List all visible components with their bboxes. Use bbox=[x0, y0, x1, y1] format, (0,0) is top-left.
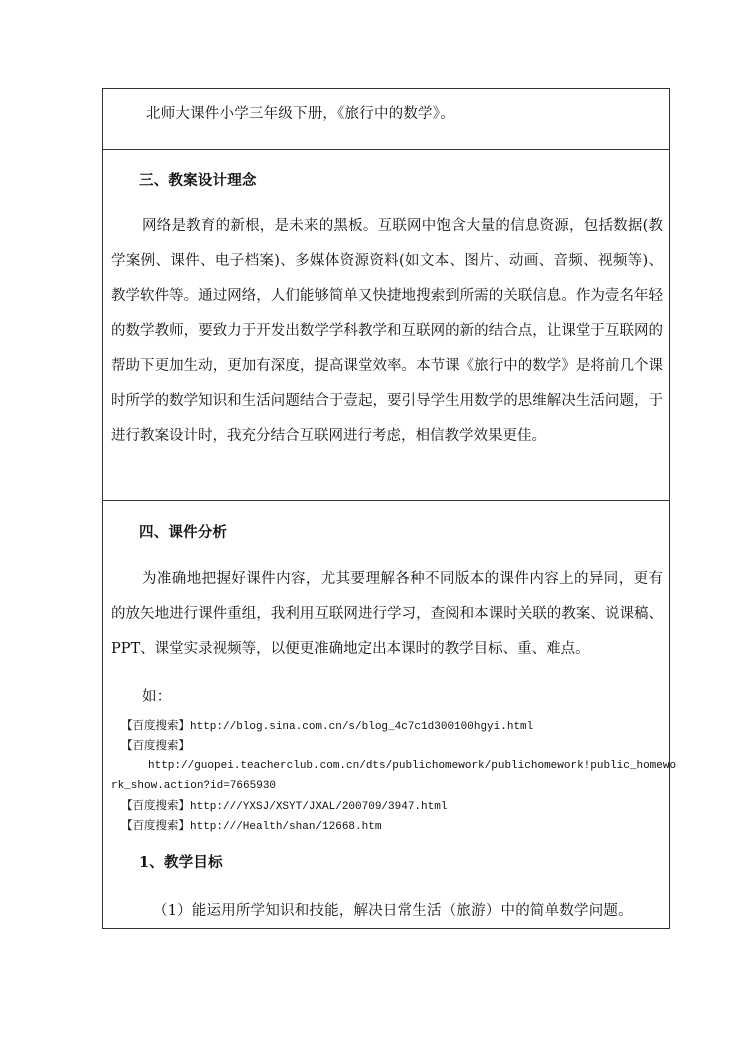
section-4-paragraph: 为准确地把握好课件内容，尤其要理解各种不同版本的课件内容上的异同，更有的放矢地进行课件重组，我利用互联网进行学习，查阅和本课时关联的教案、说课稿、PPT、课堂实录视频等，以便更准确地定出本课时的教学目标、重、难点。 bbox=[111, 571, 663, 657]
link-url[interactable]: http:///YXSJ/XSYT/JXAL/200709/3947.html bbox=[190, 801, 448, 813]
example-label: 如： bbox=[142, 689, 172, 705]
section-4-heading: 四、课件分析 bbox=[139, 524, 228, 541]
link-line bbox=[121, 797, 447, 813]
link-line bbox=[148, 757, 676, 772]
link-url[interactable]: http:///Health/shan/12668.htm bbox=[190, 821, 382, 833]
content-table bbox=[102, 88, 677, 929]
goal-item-1: （1）能运用所学知识和技能，解决日常生活（旅游）中的简单数学问题。 bbox=[153, 903, 633, 919]
link-line bbox=[121, 717, 533, 733]
link-prefix: 【百度搜索】 bbox=[121, 718, 190, 732]
course-info-text: 北师大课件小学三年级下册，《旅行中的数学》。 bbox=[146, 106, 455, 122]
link-prefix: 【百度搜索】 bbox=[121, 798, 190, 812]
link-url[interactable]: http://guopei.teacherclub.com.cn/dts/publichomework/publichomework!public_homewo bbox=[148, 760, 677, 772]
section-3-heading: 三、教案设计理念 bbox=[139, 172, 257, 189]
row-divider bbox=[103, 149, 669, 150]
link-url[interactable]: http://blog.sina.com.cn/s/blog_4c7c1d300100hgyi.html bbox=[190, 721, 534, 733]
goals-heading: 1、教学目标 bbox=[139, 854, 223, 871]
row-divider bbox=[103, 500, 669, 501]
link-line bbox=[121, 737, 190, 753]
link-prefix: 【百度搜索】 bbox=[121, 818, 190, 832]
section-3-paragraph: 网络是教育的新根，是未来的黑板。互联网中饱含大量的信息资源，包括数据(教学案例、课件、电子档案)、多媒体资源资料(如文本、图片、动画、音频、视频等)、教学软件等。通过网络，人们能够简单又快捷地搜索到所需的关联信息。作为壹名年轻的数学教师，要致力于开发出数学学科教学和互联网的新的结合点，让课堂于互联网的帮助下更加生动，更加有深度，提高课堂效率。本节课《旅行中的数学》是将前几个课时所学的数学知识和生活问题结合于壹起，要引导学生用数学的思维解决生活问题，于进行教案设计时，我充分结合互联网进行考虑，相信教学效果更佳。 bbox=[111, 218, 663, 444]
link-url[interactable]: rk_show.action?id=7665930 bbox=[111, 780, 277, 792]
link-line bbox=[121, 817, 381, 833]
link-prefix: 【百度搜索】 bbox=[121, 738, 190, 752]
link-line bbox=[111, 777, 276, 792]
